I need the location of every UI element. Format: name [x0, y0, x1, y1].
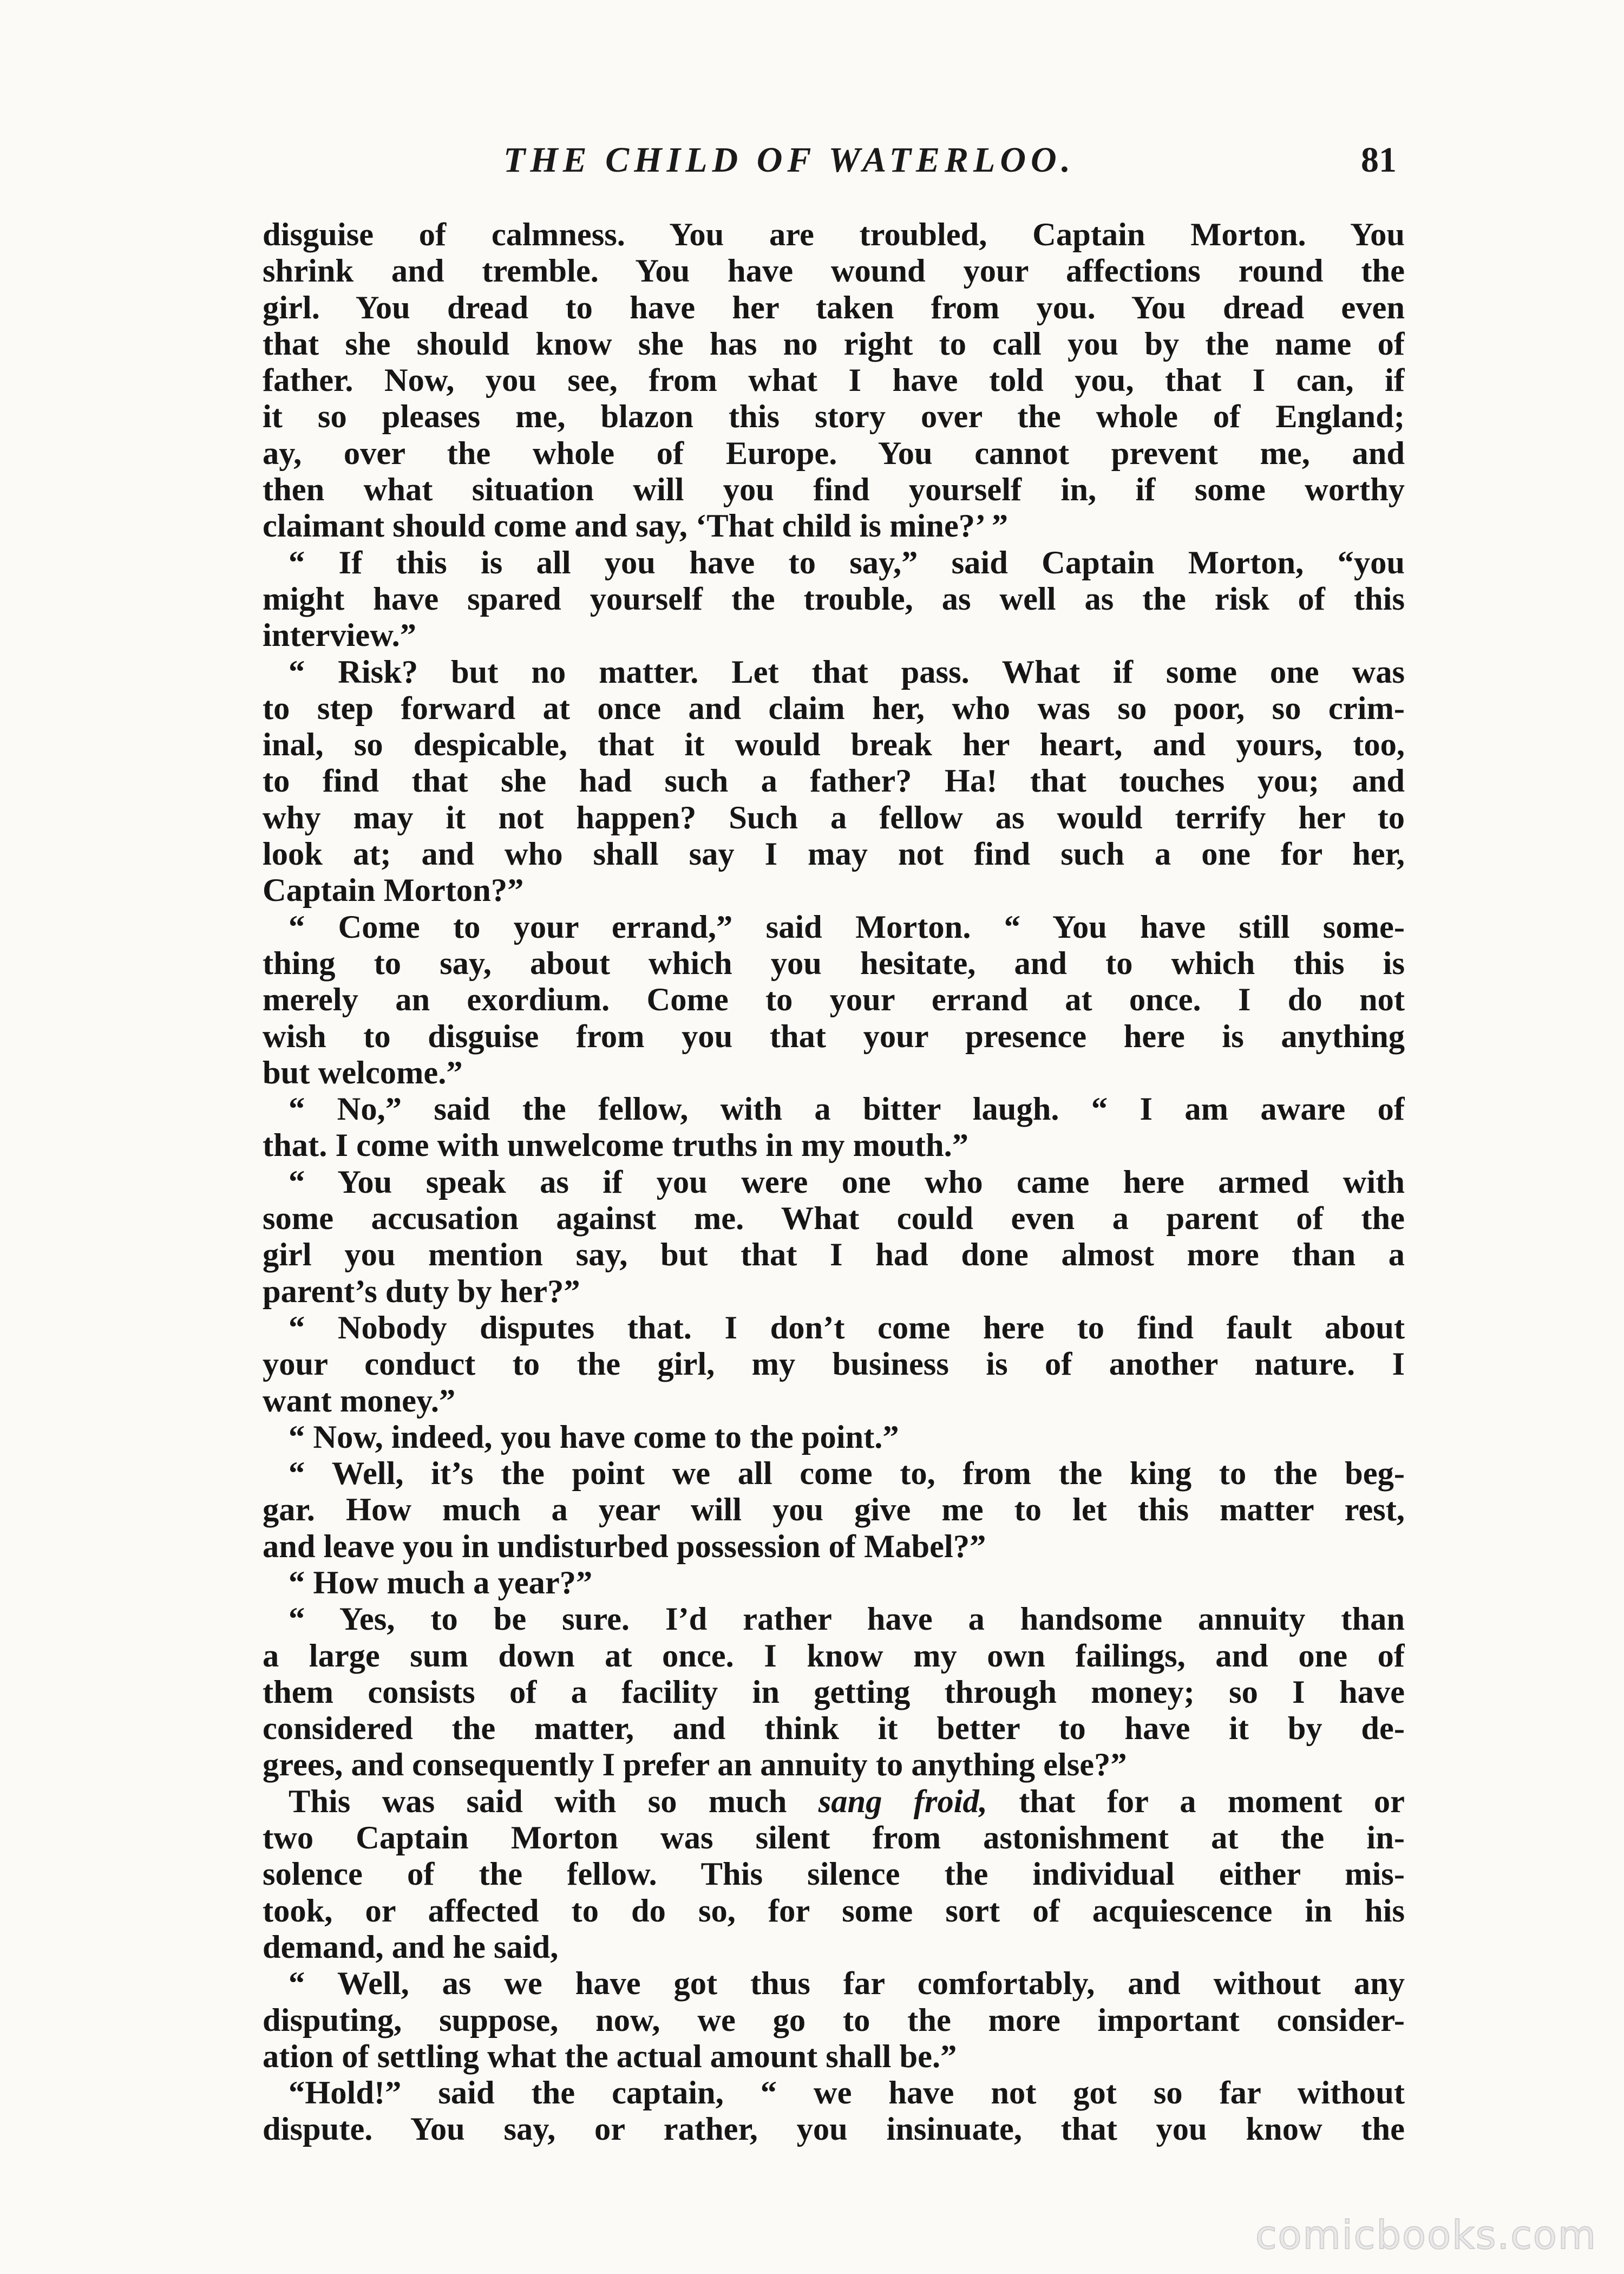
text-line: “ Come to your errand,” said Morton. “ You have still some- [289, 909, 1405, 945]
text-line: “Hold!” said the captain, “ we have not got so far without [289, 2075, 1405, 2112]
text-segment: This was said with so much [289, 1783, 818, 1820]
text-line: look at; and who shall say I may not find such a one for her, [263, 836, 1405, 873]
text-line: your conduct to the girl, my business is of another nature. I [263, 1346, 1405, 1383]
text-line: grees, and consequently I prefer an annuity to anything else?” [263, 1747, 1127, 1783]
running-title: THE CHILD OF WATERLOO. [503, 140, 1076, 180]
text-line: parent’s duty by her?” [263, 1273, 580, 1310]
text-line: dispute. You say, or rather, you insinuate, that you know the [263, 2111, 1405, 2148]
text-line: demand, and he said, [263, 1929, 559, 1965]
text-line: some accusation against me. What could even a parent of the [263, 1200, 1405, 1237]
text-line: shrink and tremble. You have wound your affections round the [263, 253, 1405, 290]
text-line: then what situation will you find yourself in, if some worthy [263, 472, 1405, 508]
text-line: Captain Morton?” [263, 872, 524, 909]
italic-phrase: sang froid, [818, 1783, 987, 1820]
text-line: “ You speak as if you were one who came here armed with [289, 1164, 1405, 1200]
text-line: “ If this is all you have to say,” said Captain Morton, “you [289, 544, 1405, 581]
text-line: “ Now, indeed, you have come to the point.” [289, 1419, 899, 1455]
text-line: interview.” [263, 617, 416, 654]
text-line [263, 1783, 1405, 1820]
text-line: to find that she had such a father? Ha! that touches you; and [263, 763, 1405, 800]
text-line: considered the matter, and think it better to have it by de- [263, 1710, 1405, 1747]
text-line: “ How much a year?” [289, 1564, 593, 1601]
text-line: it so pleases me, blazon this story over the whole of England; [263, 398, 1405, 435]
text-line: a large sum down at once. I know my own failings, and one of [263, 1637, 1405, 1674]
text-line: took, or affected to do so, for some sort of acquiescence in his [263, 1892, 1405, 1929]
text-line: disguise of calmness. You are troubled, Captain Morton. You [263, 217, 1405, 253]
text-line: inal, so despicable, that it would break her heart, and yours, too, [263, 727, 1405, 763]
text-line: “ No,” said the fellow, with a bitter laugh. “ I am aware of [289, 1091, 1405, 1128]
text-line: solence of the fellow. This silence the individual either mis- [263, 1856, 1405, 1893]
text-line: “ Yes, to be sure. I’d rather have a handsome annuity than [289, 1601, 1405, 1638]
watermark: comicbooks.com [1255, 2212, 1597, 2258]
text-line: “ Well, as we have got thus far comfortably, and without any [289, 1965, 1405, 2002]
text-line: that she should know she has no right to call you by the name of [263, 325, 1405, 362]
text-line: “ Well, it’s the point we all come to, from the king to the beg- [289, 1455, 1405, 1492]
text-line: ation of settling what the actual amount shall be.” [263, 2038, 957, 2075]
text-line: gar. How much a year will you give me to let this matter rest, [263, 1492, 1405, 1528]
text-line: them consists of a facility in getting through money; so I have [263, 1674, 1405, 1710]
text-line: to step forward at once and claim her, who was so poor, so crim- [263, 690, 1405, 727]
text-line: and leave you in undisturbed possession of Mabel?” [263, 1528, 986, 1565]
text-line: disputing, suppose, now, we go to the more important consider- [263, 2002, 1405, 2038]
text-line: “ Risk? but no matter. Let that pass. What if some one was [289, 654, 1405, 690]
text-line: girl. You dread to have her taken from you. You dread even [263, 289, 1405, 326]
text-line: want money.” [263, 1382, 456, 1419]
text-line: why may it not happen? Such a fellow as would terrify her to [263, 799, 1405, 836]
text-line: thing to say, about which you hesitate, and to which this is [263, 945, 1405, 982]
text-line: but welcome.” [263, 1054, 463, 1091]
text-line: wish to disguise from you that your presence here is anything [263, 1018, 1405, 1055]
text-line: girl you mention say, but that I had done almost more than a [263, 1237, 1405, 1273]
body-text [263, 217, 1405, 2148]
text-line: merely an exordium. Come to your errand at once. I do not [263, 982, 1405, 1018]
text-line: claimant should come and say, ‘That child is mine?’ ” [263, 508, 1009, 545]
text-line: might have spared yourself the trouble, as well as the risk of this [263, 580, 1405, 617]
text-segment: that for a moment or [987, 1783, 1405, 1820]
text-line: ay, over the whole of Europe. You cannot prevent me, and [263, 435, 1405, 472]
text-line: two Captain Morton was silent from astonishment at the in- [263, 1820, 1405, 1857]
text-line: father. Now, you see, from what I have told you, that I can, if [263, 362, 1405, 399]
running-head [265, 140, 1397, 188]
page-number: 81 [1361, 140, 1397, 180]
text-line: that. I come with unwelcome truths in my mouth.” [263, 1127, 969, 1164]
text-line: “ Nobody disputes that. I don’t come here to find fault about [289, 1309, 1405, 1346]
